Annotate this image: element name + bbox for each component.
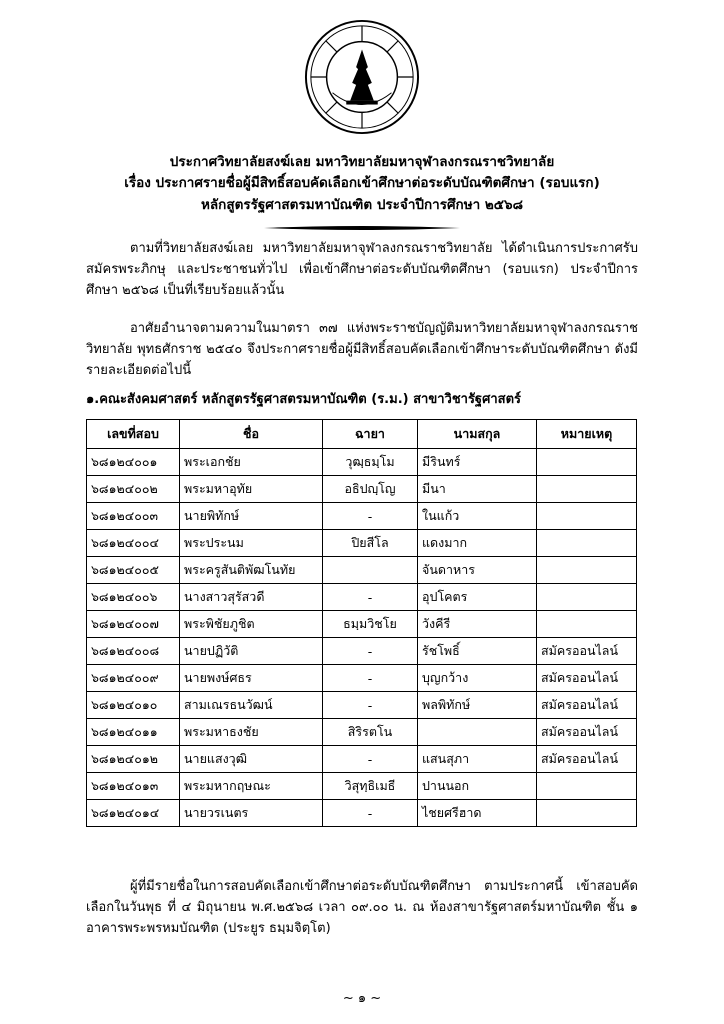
cell-monk-name: สิริรตโน xyxy=(323,719,418,746)
cell-monk-name: อธิปญฺโญ xyxy=(323,476,418,503)
announcement-subject: เรื่อง ประกาศรายชื่อผู้มีสิทธิ์สอบคัดเลือกเข้าศึกษาต่อระดับบัณฑิตศึกษา (รอบแรก) xyxy=(124,175,600,191)
table-row xyxy=(87,773,637,800)
cell-surname: บุญกว้าง xyxy=(418,665,537,692)
cell-remark xyxy=(537,530,637,557)
cell-surname: พลพิทักษ์ xyxy=(418,692,537,719)
cell-remark xyxy=(537,503,637,530)
table-row xyxy=(87,557,637,584)
cell-name: พระพิชัยภูชิต xyxy=(180,611,323,638)
cell-surname: ไชยศรีฮาด xyxy=(418,800,537,827)
cell-name: พระมหาธงชัย xyxy=(180,719,323,746)
cell-exam-number: ๖๘๑๒๔๐๑๐ xyxy=(87,692,180,719)
cell-name: พระมหาอุทัย xyxy=(180,476,323,503)
cell-exam-number: ๖๘๑๒๔๐๑๑ xyxy=(87,719,180,746)
table-row xyxy=(87,503,637,530)
cell-exam-number: ๖๘๑๒๔๐๐๕ xyxy=(87,557,180,584)
announcement-title: ประกาศวิทยาลัยสงฆ์เลย มหาวิทยาลัยมหาจุฬาลงกรณราชวิทยาลัย xyxy=(169,154,555,170)
table-row xyxy=(87,800,637,827)
table-row xyxy=(87,530,637,557)
cell-monk-name: - xyxy=(323,692,418,719)
cell-exam-number: ๖๘๑๒๔๐๑๓ xyxy=(87,773,180,800)
cell-surname: จันดาหาร xyxy=(418,557,537,584)
table-row xyxy=(87,638,637,665)
university-seal-icon xyxy=(303,18,421,136)
cell-monk-name: วุฒฺธมฺโม xyxy=(323,449,418,476)
cell-exam-number: ๖๘๑๒๔๐๐๘ xyxy=(87,638,180,665)
cell-surname: วังคีรี xyxy=(418,611,537,638)
cell-remark: สมัครออนไลน์ xyxy=(537,665,637,692)
program-title: หลักสูตรรัฐศาสตรมหาบัณฑิต ประจำปีการศึกษา ๒๕๖๘ xyxy=(200,197,524,213)
header-exam-number: เลขที่สอบ xyxy=(87,420,180,449)
paragraph-exam-schedule-text: ผู้ที่มีรายชื่อในการสอบคัดเลือกเข้าศึกษาต่อระดับบัณฑิตศึกษา ตามประกาศนี้ เข้าสอบคัดเลือกในวันพุธ ที่ ๔ มิถุนายน พ.ศ.๒๕๖๘ เวลา ๐๙.๐๐ น. ณ ห้องสาขารัฐศาสตร์มหาบัณฑิต ชั้น ๑ อาคารพระพรหมบัณฑิต (ประยูร ธมฺมจิตฺโต) xyxy=(86,879,638,936)
cell-exam-number: ๖๘๑๒๔๐๐๙ xyxy=(87,665,180,692)
cell-name: พระประนม xyxy=(180,530,323,557)
cell-name: นายพงษ์ศธร xyxy=(180,665,323,692)
cell-surname xyxy=(418,719,537,746)
cell-remark xyxy=(537,557,637,584)
table-row xyxy=(87,584,637,611)
cell-remark xyxy=(537,773,637,800)
cell-surname: มีนา xyxy=(418,476,537,503)
page-number: ~ ๑ ~ xyxy=(342,991,382,1006)
cell-remark xyxy=(537,476,637,503)
cell-name: พระครูสันติพัฒโนทัย xyxy=(180,557,323,584)
cell-exam-number: ๖๘๑๒๔๐๐๓ xyxy=(87,503,180,530)
cell-name: สามเณรธนวัฒน์ xyxy=(180,692,323,719)
cell-remark: สมัครออนไลน์ xyxy=(537,746,637,773)
cell-monk-name: ปิยสีโล xyxy=(323,530,418,557)
cell-monk-name: ธมฺมวิชโย xyxy=(323,611,418,638)
cell-exam-number: ๖๘๑๒๔๐๐๒ xyxy=(87,476,180,503)
cell-surname: มีรินทร์ xyxy=(418,449,537,476)
table-row xyxy=(87,449,637,476)
cell-surname: แสนสุภา xyxy=(418,746,537,773)
cell-name: นายพิทักษ์ xyxy=(180,503,323,530)
cell-surname: ในแก้ว xyxy=(418,503,537,530)
cell-exam-number: ๖๘๑๒๔๐๑๒ xyxy=(87,746,180,773)
cell-name: พระมหากฤษณะ xyxy=(180,773,323,800)
cell-exam-number: ๖๘๑๒๔๐๐๔ xyxy=(87,530,180,557)
cell-remark: สมัครออนไลน์ xyxy=(537,719,637,746)
cell-monk-name: วิสุทฺธิเมธี xyxy=(323,773,418,800)
header-remark: หมายเหตุ xyxy=(537,420,637,449)
cell-monk-name: - xyxy=(323,800,418,827)
cell-name: นายวรเนตร xyxy=(180,800,323,827)
cell-monk-name: - xyxy=(323,665,418,692)
table-row xyxy=(87,611,637,638)
table-row xyxy=(87,692,637,719)
section-title: ๑.คณะสังคมศาสตร์ หลักสูตรรัฐศาสตรมหาบัณฑิต (ร.ม.) สาขาวิชารัฐศาสตร์ xyxy=(86,392,522,407)
header-name: ชื่อ xyxy=(180,420,323,449)
cell-name: พระเอกชัย xyxy=(180,449,323,476)
cell-monk-name: - xyxy=(323,746,418,773)
cell-remark xyxy=(537,611,637,638)
cell-monk-name: - xyxy=(323,638,418,665)
paragraph-authority-text: อาศัยอำนาจตามความในมาตรา ๓๗ แห่งพระราชบัญญัติมหาวิทยาลัยมหาจุฬาลงกรณราชวิทยาลัย พุทธศักราช ๒๕๔๐ จึงประกาศรายชื่อผู้มีสิทธิ์สอบคัดเลือกเข้าศึกษาระดับบัณฑิตศึกษา ดังมีรายละเอียดต่อไปนี้ xyxy=(86,321,638,378)
cell-exam-number: ๖๘๑๒๔๐๐๑ xyxy=(87,449,180,476)
table-header-row xyxy=(87,420,637,449)
cell-name: นางสาวสุรัสวดี xyxy=(180,584,323,611)
cell-surname: แดงมาก xyxy=(418,530,537,557)
table-row xyxy=(87,476,637,503)
cell-remark xyxy=(537,800,637,827)
paragraph-background xyxy=(86,238,638,301)
cell-monk-name: - xyxy=(323,584,418,611)
table-row xyxy=(87,665,637,692)
candidate-table xyxy=(86,419,637,827)
header-monk-name: ฉายา xyxy=(323,420,418,449)
cell-surname: ปานนอก xyxy=(418,773,537,800)
cell-name: นายปฏิวัติ xyxy=(180,638,323,665)
table-row xyxy=(87,719,637,746)
table-row xyxy=(87,746,637,773)
decorative-divider xyxy=(264,222,460,234)
cell-exam-number: ๖๘๑๒๔๐๐๗ xyxy=(87,611,180,638)
cell-monk-name: - xyxy=(323,503,418,530)
cell-exam-number: ๖๘๑๒๔๐๐๖ xyxy=(87,584,180,611)
cell-remark: สมัครออนไลน์ xyxy=(537,692,637,719)
paragraph-authority xyxy=(86,318,638,381)
cell-remark xyxy=(537,449,637,476)
cell-surname: รัชโพธิ์ xyxy=(418,638,537,665)
cell-name: นายแสงวุฒิ xyxy=(180,746,323,773)
paragraph-exam-schedule xyxy=(86,876,638,939)
paragraph-background-text: ตามที่วิทยาลัยสงฆ์เลย มหาวิทยาลัยมหาจุฬาลงกรณราชวิทยาลัย ได้ดำเนินการประกาศรับสมัครพระภิกษุ และประชาชนทั่วไป เพื่อเข้าศึกษาต่อระดับบัณฑิตศึกษา (รอบแรก) ประจำปีการศึกษา ๒๕๖๘ เป็นที่เรียบร้อยแล้วนั้น xyxy=(86,241,638,298)
cell-remark xyxy=(537,584,637,611)
cell-exam-number: ๖๘๑๒๔๐๑๔ xyxy=(87,800,180,827)
header-surname: นามสกุล xyxy=(418,420,537,449)
cell-remark: สมัครออนไลน์ xyxy=(537,638,637,665)
cell-monk-name xyxy=(323,557,418,584)
cell-surname: อุปโคตร xyxy=(418,584,537,611)
